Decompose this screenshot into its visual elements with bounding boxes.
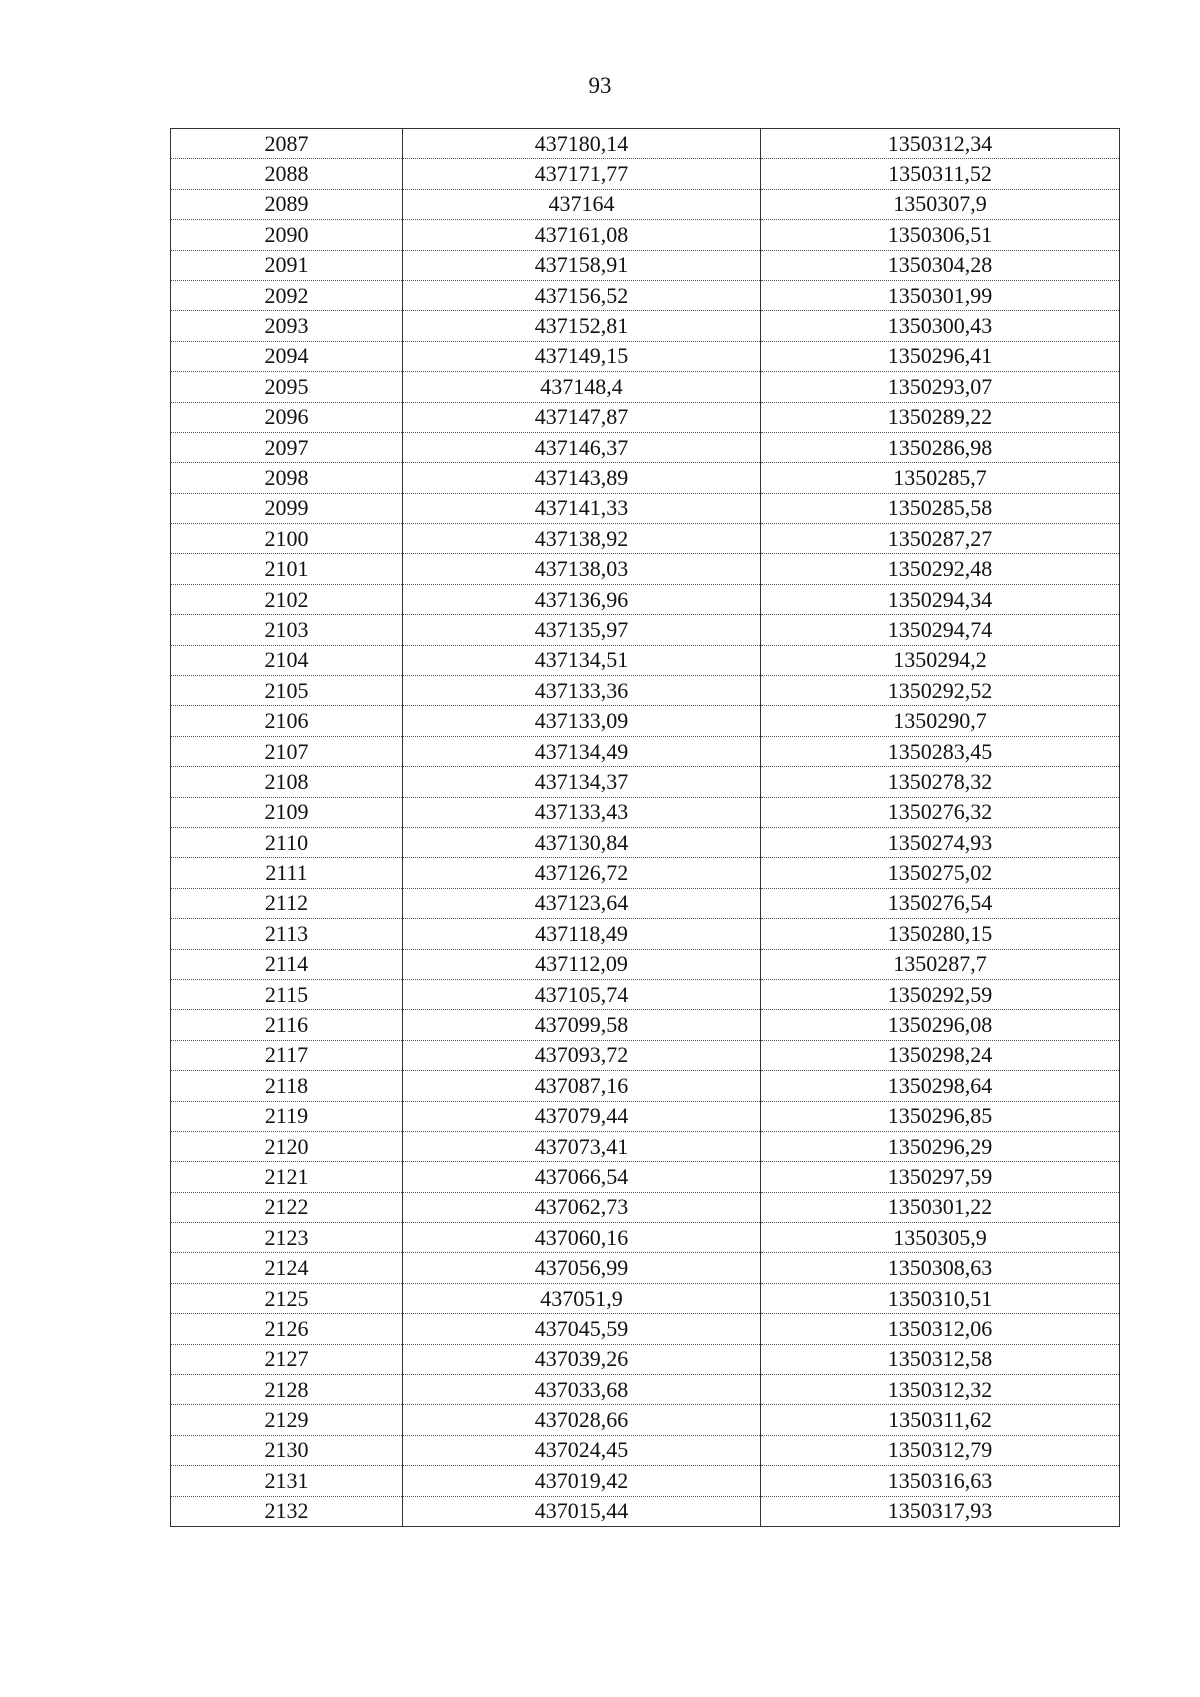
x-coordinate-cell: 437180,14: [403, 129, 761, 159]
table-row: [171, 311, 1120, 341]
point-number-cell: 2090: [171, 220, 403, 250]
x-coordinate-cell: 437133,36: [403, 676, 761, 706]
y-coordinate-cell: 1350298,64: [761, 1071, 1120, 1101]
y-coordinate-cell: 1350306,51: [761, 220, 1120, 250]
y-coordinate-cell: 1350290,7: [761, 706, 1120, 736]
table-row: [171, 1314, 1120, 1344]
y-coordinate-cell: 1350312,79: [761, 1435, 1120, 1465]
y-coordinate-cell: 1350304,28: [761, 250, 1120, 280]
point-number-cell: 2102: [171, 584, 403, 614]
x-coordinate-cell: 437134,37: [403, 767, 761, 797]
table-row: [171, 736, 1120, 766]
y-coordinate-cell: 1350292,52: [761, 676, 1120, 706]
table-row: [171, 220, 1120, 250]
x-coordinate-cell: 437123,64: [403, 888, 761, 918]
page-number: 93: [588, 73, 612, 98]
y-coordinate-cell: 1350293,07: [761, 372, 1120, 402]
x-coordinate-cell: 437138,92: [403, 524, 761, 554]
y-coordinate-cell: 1350297,59: [761, 1162, 1120, 1192]
x-coordinate-cell: 437138,03: [403, 554, 761, 584]
point-number-cell: 2100: [171, 524, 403, 554]
x-coordinate-cell: 437056,99: [403, 1253, 761, 1283]
point-number-cell: 2119: [171, 1101, 403, 1131]
x-coordinate-cell: 437148,4: [403, 372, 761, 402]
y-coordinate-cell: 1350300,43: [761, 311, 1120, 341]
point-number-cell: 2098: [171, 463, 403, 493]
table-row: [171, 463, 1120, 493]
x-coordinate-cell: 437066,54: [403, 1162, 761, 1192]
x-coordinate-cell: 437156,52: [403, 280, 761, 310]
x-coordinate-cell: 437060,16: [403, 1223, 761, 1253]
y-coordinate-cell: 1350294,34: [761, 584, 1120, 614]
y-coordinate-cell: 1350286,98: [761, 432, 1120, 462]
x-coordinate-cell: 437062,73: [403, 1192, 761, 1222]
x-coordinate-cell: 437135,97: [403, 615, 761, 645]
point-number-cell: 2116: [171, 1010, 403, 1040]
point-number-cell: 2108: [171, 767, 403, 797]
x-coordinate-cell: 437152,81: [403, 311, 761, 341]
x-coordinate-cell: 437019,42: [403, 1466, 761, 1496]
point-number-cell: 2094: [171, 341, 403, 371]
y-coordinate-cell: 1350276,32: [761, 797, 1120, 827]
point-number-cell: 2130: [171, 1435, 403, 1465]
x-coordinate-cell: 437015,44: [403, 1496, 761, 1526]
y-coordinate-cell: 1350308,63: [761, 1253, 1120, 1283]
table-row: [171, 949, 1120, 979]
point-number-cell: 2124: [171, 1253, 403, 1283]
x-coordinate-cell: 437045,59: [403, 1314, 761, 1344]
point-number-cell: 2091: [171, 250, 403, 280]
point-number-cell: 2118: [171, 1071, 403, 1101]
x-coordinate-cell: 437126,72: [403, 858, 761, 888]
point-number-cell: 2121: [171, 1162, 403, 1192]
table-row: [171, 524, 1120, 554]
table-row: [171, 645, 1120, 675]
point-number-cell: 2125: [171, 1283, 403, 1313]
table-row: [171, 159, 1120, 189]
y-coordinate-cell: 1350296,08: [761, 1010, 1120, 1040]
y-coordinate-cell: 1350289,22: [761, 402, 1120, 432]
y-coordinate-cell: 1350298,24: [761, 1040, 1120, 1070]
x-coordinate-cell: 437134,51: [403, 645, 761, 675]
table-row: [171, 372, 1120, 402]
point-number-cell: 2101: [171, 554, 403, 584]
table-row: [171, 402, 1120, 432]
table-row: [171, 250, 1120, 280]
x-coordinate-cell: 437051,9: [403, 1283, 761, 1313]
y-coordinate-cell: 1350274,93: [761, 827, 1120, 857]
y-coordinate-cell: 1350310,51: [761, 1283, 1120, 1313]
x-coordinate-cell: 437136,96: [403, 584, 761, 614]
x-coordinate-cell: 437161,08: [403, 220, 761, 250]
table-row: [171, 1496, 1120, 1526]
x-coordinate-cell: 437039,26: [403, 1344, 761, 1374]
y-coordinate-cell: 1350296,41: [761, 341, 1120, 371]
table-row: [171, 615, 1120, 645]
y-coordinate-cell: 1350287,7: [761, 949, 1120, 979]
point-number-cell: 2105: [171, 676, 403, 706]
table-row: [171, 554, 1120, 584]
table-row: [171, 1162, 1120, 1192]
x-coordinate-cell: 437133,43: [403, 797, 761, 827]
table-row: [171, 797, 1120, 827]
x-coordinate-cell: 437105,74: [403, 979, 761, 1009]
point-number-cell: 2089: [171, 189, 403, 219]
point-number-cell: 2095: [171, 372, 403, 402]
y-coordinate-cell: 1350278,32: [761, 767, 1120, 797]
y-coordinate-cell: 1350312,34: [761, 129, 1120, 159]
table-row: [171, 341, 1120, 371]
point-number-cell: 2088: [171, 159, 403, 189]
point-number-cell: 2117: [171, 1040, 403, 1070]
point-number-cell: 2106: [171, 706, 403, 736]
x-coordinate-cell: 437033,68: [403, 1375, 761, 1405]
point-number-cell: 2096: [171, 402, 403, 432]
table-row: [171, 1192, 1120, 1222]
x-coordinate-cell: 437079,44: [403, 1101, 761, 1131]
point-number-cell: 2107: [171, 736, 403, 766]
table-row: [171, 280, 1120, 310]
point-number-cell: 2097: [171, 432, 403, 462]
table-row: [171, 189, 1120, 219]
table-row: [171, 129, 1120, 159]
table-row: [171, 1375, 1120, 1405]
y-coordinate-cell: 1350311,52: [761, 159, 1120, 189]
x-coordinate-cell: 437147,87: [403, 402, 761, 432]
table-row: [171, 1435, 1120, 1465]
y-coordinate-cell: 1350294,2: [761, 645, 1120, 675]
x-coordinate-cell: 437146,37: [403, 432, 761, 462]
x-coordinate-cell: 437143,89: [403, 463, 761, 493]
table-row: [171, 706, 1120, 736]
y-coordinate-cell: 1350312,58: [761, 1344, 1120, 1374]
y-coordinate-cell: 1350317,93: [761, 1496, 1120, 1526]
table-row: [171, 1010, 1120, 1040]
table-row: [171, 1283, 1120, 1313]
table-row: [171, 1223, 1120, 1253]
y-coordinate-cell: 1350301,99: [761, 280, 1120, 310]
y-coordinate-cell: 1350311,62: [761, 1405, 1120, 1435]
table-row: [171, 1040, 1120, 1070]
point-number-cell: 2093: [171, 311, 403, 341]
x-coordinate-cell: 437158,91: [403, 250, 761, 280]
point-number-cell: 2131: [171, 1466, 403, 1496]
point-number-cell: 2104: [171, 645, 403, 675]
x-coordinate-cell: 437024,45: [403, 1435, 761, 1465]
y-coordinate-cell: 1350305,9: [761, 1223, 1120, 1253]
table-row: [171, 1071, 1120, 1101]
y-coordinate-cell: 1350276,54: [761, 888, 1120, 918]
point-number-cell: 2109: [171, 797, 403, 827]
point-number-cell: 2127: [171, 1344, 403, 1374]
point-number-cell: 2115: [171, 979, 403, 1009]
y-coordinate-cell: 1350292,48: [761, 554, 1120, 584]
table-row: [171, 1344, 1120, 1374]
x-coordinate-cell: 437134,49: [403, 736, 761, 766]
x-coordinate-cell: 437149,15: [403, 341, 761, 371]
table-row: [171, 1405, 1120, 1435]
x-coordinate-cell: 437093,72: [403, 1040, 761, 1070]
x-coordinate-cell: 437171,77: [403, 159, 761, 189]
y-coordinate-cell: 1350307,9: [761, 189, 1120, 219]
y-coordinate-cell: 1350312,06: [761, 1314, 1120, 1344]
y-coordinate-cell: 1350280,15: [761, 919, 1120, 949]
x-coordinate-cell: 437141,33: [403, 493, 761, 523]
table-row: [171, 1466, 1120, 1496]
x-coordinate-cell: 437118,49: [403, 919, 761, 949]
table-row: [171, 432, 1120, 462]
coordinates-table-body: [171, 129, 1120, 1527]
table-row: [171, 584, 1120, 614]
table-row: [171, 888, 1120, 918]
point-number-cell: 2126: [171, 1314, 403, 1344]
point-number-cell: 2087: [171, 129, 403, 159]
point-number-cell: 2120: [171, 1131, 403, 1161]
point-number-cell: 2122: [171, 1192, 403, 1222]
x-coordinate-cell: 437028,66: [403, 1405, 761, 1435]
y-coordinate-cell: 1350285,7: [761, 463, 1120, 493]
x-coordinate-cell: 437112,09: [403, 949, 761, 979]
y-coordinate-cell: 1350287,27: [761, 524, 1120, 554]
point-number-cell: 2110: [171, 827, 403, 857]
x-coordinate-cell: 437073,41: [403, 1131, 761, 1161]
y-coordinate-cell: 1350285,58: [761, 493, 1120, 523]
point-number-cell: 2112: [171, 888, 403, 918]
table-row: [171, 767, 1120, 797]
y-coordinate-cell: 1350296,29: [761, 1131, 1120, 1161]
table-row: [171, 493, 1120, 523]
table-row: [171, 858, 1120, 888]
y-coordinate-cell: 1350296,85: [761, 1101, 1120, 1131]
x-coordinate-cell: 437164: [403, 189, 761, 219]
y-coordinate-cell: 1350292,59: [761, 979, 1120, 1009]
y-coordinate-cell: 1350312,32: [761, 1375, 1120, 1405]
point-number-cell: 2128: [171, 1375, 403, 1405]
point-number-cell: 2114: [171, 949, 403, 979]
table-row: [171, 676, 1120, 706]
point-number-cell: 2113: [171, 919, 403, 949]
x-coordinate-cell: 437099,58: [403, 1010, 761, 1040]
point-number-cell: 2092: [171, 280, 403, 310]
point-number-cell: 2111: [171, 858, 403, 888]
point-number-cell: 2132: [171, 1496, 403, 1526]
point-number-cell: 2129: [171, 1405, 403, 1435]
x-coordinate-cell: 437133,09: [403, 706, 761, 736]
table-row: [171, 1253, 1120, 1283]
point-number-cell: 2123: [171, 1223, 403, 1253]
table-row: [171, 1131, 1120, 1161]
y-coordinate-cell: 1350301,22: [761, 1192, 1120, 1222]
y-coordinate-cell: 1350275,02: [761, 858, 1120, 888]
y-coordinate-cell: 1350283,45: [761, 736, 1120, 766]
table-row: [171, 919, 1120, 949]
table-row: [171, 979, 1120, 1009]
table-row: [171, 827, 1120, 857]
y-coordinate-cell: 1350294,74: [761, 615, 1120, 645]
coordinates-table: [170, 128, 1120, 1527]
x-coordinate-cell: 437130,84: [403, 827, 761, 857]
point-number-cell: 2099: [171, 493, 403, 523]
x-coordinate-cell: 437087,16: [403, 1071, 761, 1101]
table-row: [171, 1101, 1120, 1131]
y-coordinate-cell: 1350316,63: [761, 1466, 1120, 1496]
point-number-cell: 2103: [171, 615, 403, 645]
